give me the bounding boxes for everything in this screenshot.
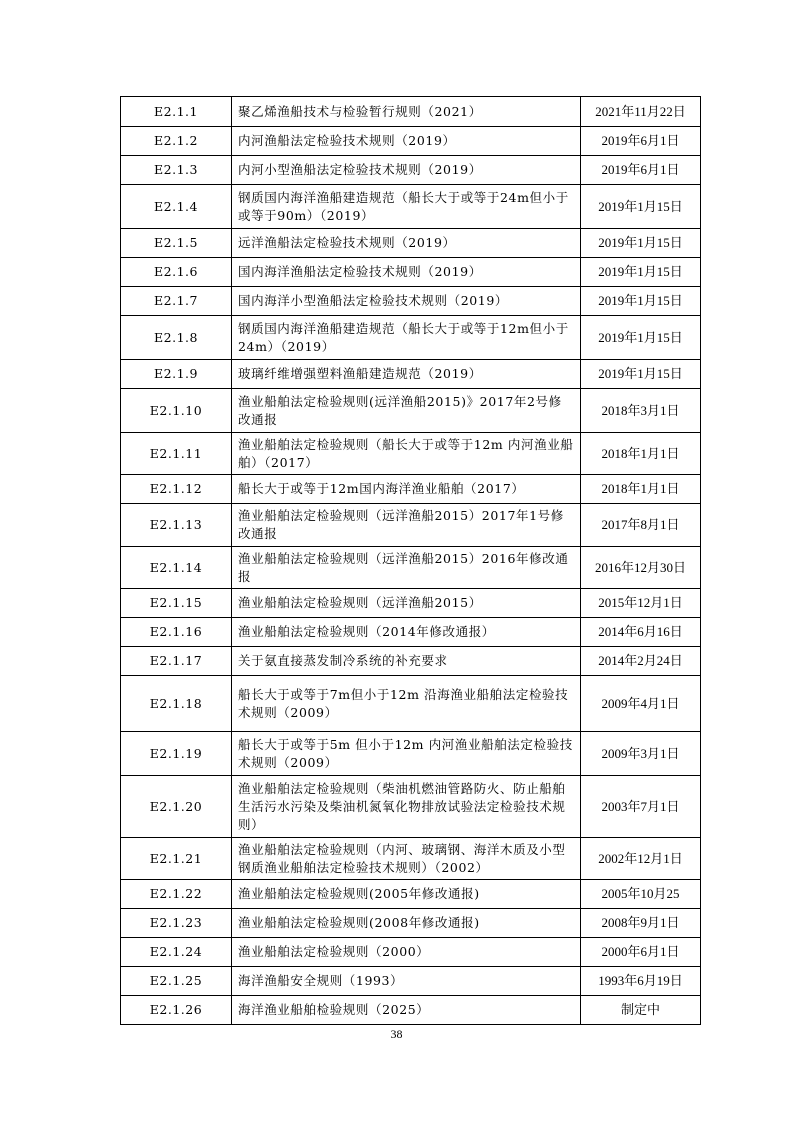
- rule-title: 海洋渔船安全规则（1993）: [232, 967, 581, 996]
- rule-code: E2.1.21: [121, 838, 232, 880]
- rule-title: 渔业船舶法定检验规则（远洋渔船2015）2016年修改通报: [232, 547, 581, 589]
- rule-title: 内河小型渔船法定检验技术规则（2019）: [232, 156, 581, 185]
- table-row: [121, 287, 701, 316]
- rule-code: E2.1.15: [121, 589, 232, 618]
- rule-code: E2.1.20: [121, 776, 232, 838]
- rule-date: 2015年12月1日: [581, 589, 701, 618]
- table-row: [121, 732, 701, 776]
- rule-code: E2.1.13: [121, 504, 232, 547]
- rule-title: 渔业船舶法定检验规则（2014年修改通报）: [232, 618, 581, 647]
- rule-title: 船长大于或等于12m国内海洋渔业船舶（2017）: [232, 475, 581, 504]
- rule-title: 渔业船舶法定检验规则(2005年修改通报): [232, 880, 581, 909]
- rule-title: 渔业船舶法定检验规则（船长大于或等于12m 内河渔业船舶）（2017）: [232, 433, 581, 475]
- rule-date: 2005年10月25: [581, 880, 701, 909]
- table-row: [121, 880, 701, 909]
- rule-code: E2.1.6: [121, 258, 232, 287]
- table-row: [121, 547, 701, 589]
- rule-code: E2.1.4: [121, 185, 232, 229]
- rule-title: 渔业船舶法定检验规则(2008年修改通报): [232, 909, 581, 938]
- rule-code: E2.1.25: [121, 967, 232, 996]
- table-row: [121, 389, 701, 433]
- rule-title: 国内海洋小型渔船法定检验技术规则（2019）: [232, 287, 581, 316]
- rule-title: 聚乙烯渔船技术与检验暂行规则（2021）: [232, 97, 581, 127]
- regulations-table: [120, 96, 701, 1025]
- rule-code: E2.1.14: [121, 547, 232, 589]
- rule-date: 2014年2月24日: [581, 647, 701, 676]
- rule-date: 2021年11月22日: [581, 97, 701, 127]
- rule-title: 内河渔船法定检验技术规则（2019）: [232, 127, 581, 156]
- table-row: [121, 156, 701, 185]
- table-body: [121, 97, 701, 1025]
- table-row: [121, 504, 701, 547]
- rule-title: 钢质国内海洋渔船建造规范（船长大于或等于24m但小于或等于90m）（2019）: [232, 185, 581, 229]
- table-row: [121, 676, 701, 732]
- rule-code: E2.1.23: [121, 909, 232, 938]
- page-number: 38: [390, 1027, 403, 1041]
- rule-date: 2018年3月1日: [581, 389, 701, 433]
- rule-title: 渔业船舶法定检验规则（远洋渔船2015）2017年1号修改通报: [232, 504, 581, 547]
- rule-title: 渔业船舶法定检验规则（柴油机燃油管路防火、防止船舶生活污水污染及柴油机氮氧化物排放试验法定检验技术规则）: [232, 776, 581, 838]
- rule-date: 1993年6月19日: [581, 967, 701, 996]
- rule-date: 2009年4月1日: [581, 676, 701, 732]
- rule-date: 2003年7月1日: [581, 776, 701, 838]
- rule-date: 2019年1月15日: [581, 229, 701, 258]
- table-row: [121, 996, 701, 1025]
- rule-date: 2009年3月1日: [581, 732, 701, 776]
- table-row: [121, 360, 701, 389]
- table-row: [121, 647, 701, 676]
- rule-code: E2.1.5: [121, 229, 232, 258]
- rule-code: E2.1.8: [121, 316, 232, 360]
- rule-code: E2.1.26: [121, 996, 232, 1025]
- table-row: [121, 838, 701, 880]
- table-row: [121, 589, 701, 618]
- rule-code: E2.1.10: [121, 389, 232, 433]
- rule-code: E2.1.12: [121, 475, 232, 504]
- rule-code: E2.1.3: [121, 156, 232, 185]
- rule-date: 2019年1月15日: [581, 258, 701, 287]
- rule-date: 2019年1月15日: [581, 287, 701, 316]
- rule-title: 渔业船舶法定检验规则（2000）: [232, 938, 581, 967]
- rule-code: E2.1.11: [121, 433, 232, 475]
- rule-title: 船长大于或等于7m但小于12m 沿海渔业船舶法定检验技术规则（2009）: [232, 676, 581, 732]
- table-row: [121, 475, 701, 504]
- rule-date: 2019年1月15日: [581, 185, 701, 229]
- table-row: [121, 618, 701, 647]
- rule-date: 2019年6月1日: [581, 127, 701, 156]
- rule-title: 关于氨直接蒸发制冷系统的补充要求: [232, 647, 581, 676]
- table-row: [121, 316, 701, 360]
- rule-code: E2.1.7: [121, 287, 232, 316]
- table-row: [121, 185, 701, 229]
- table-row: [121, 258, 701, 287]
- rule-code: E2.1.18: [121, 676, 232, 732]
- rule-code: E2.1.9: [121, 360, 232, 389]
- rule-date: 2016年12月30日: [581, 547, 701, 589]
- rule-code: E2.1.19: [121, 732, 232, 776]
- rule-date: 2019年1月15日: [581, 316, 701, 360]
- table-row: [121, 97, 701, 127]
- rule-date: 2018年1月1日: [581, 475, 701, 504]
- table-row: [121, 967, 701, 996]
- rule-date: 2018年1月1日: [581, 433, 701, 475]
- rule-title: 渔业船舶法定检验规则（内河、玻璃钢、海洋木质及小型钢质渔业船舶法定检验技术规则）（2002）: [232, 838, 581, 880]
- rule-title: 渔业船舶法定检验规则(远洋渔船2015)》2017年2号修改通报: [232, 389, 581, 433]
- rule-title: 渔业船舶法定检验规则（远洋渔船2015）: [232, 589, 581, 618]
- table-row: [121, 229, 701, 258]
- rule-title: 船长大于或等于5m 但小于12m 内河渔业船舶法定检验技术规则（2009）: [232, 732, 581, 776]
- rule-code: E2.1.17: [121, 647, 232, 676]
- rule-date: 2000年6月1日: [581, 938, 701, 967]
- rule-code: E2.1.22: [121, 880, 232, 909]
- rule-title: 海洋渔业船舶检验规则（2025）: [232, 996, 581, 1025]
- rule-title: 钢质国内海洋渔船建造规范（船长大于或等于12m但小于24m）（2019）: [232, 316, 581, 360]
- table-row: [121, 938, 701, 967]
- table-row: [121, 433, 701, 475]
- rule-date: 2002年12月1日: [581, 838, 701, 880]
- rule-date: 2017年8月1日: [581, 504, 701, 547]
- rule-code: E2.1.2: [121, 127, 232, 156]
- rule-code: E2.1.24: [121, 938, 232, 967]
- rule-title: 远洋渔船法定检验技术规则（2019）: [232, 229, 581, 258]
- rule-date: 2019年6月1日: [581, 156, 701, 185]
- table-row: [121, 776, 701, 838]
- rule-date: 2019年1月15日: [581, 360, 701, 389]
- rule-date: 2008年9月1日: [581, 909, 701, 938]
- rule-date: 制定中: [581, 996, 701, 1025]
- rule-code: E2.1.1: [121, 97, 232, 127]
- rule-title: 国内海洋渔船法定检验技术规则（2019）: [232, 258, 581, 287]
- rule-code: E2.1.16: [121, 618, 232, 647]
- table-row: [121, 909, 701, 938]
- rule-date: 2014年6月16日: [581, 618, 701, 647]
- rule-title: 玻璃纤维增强塑料渔船建造规范（2019）: [232, 360, 581, 389]
- table-row: [121, 127, 701, 156]
